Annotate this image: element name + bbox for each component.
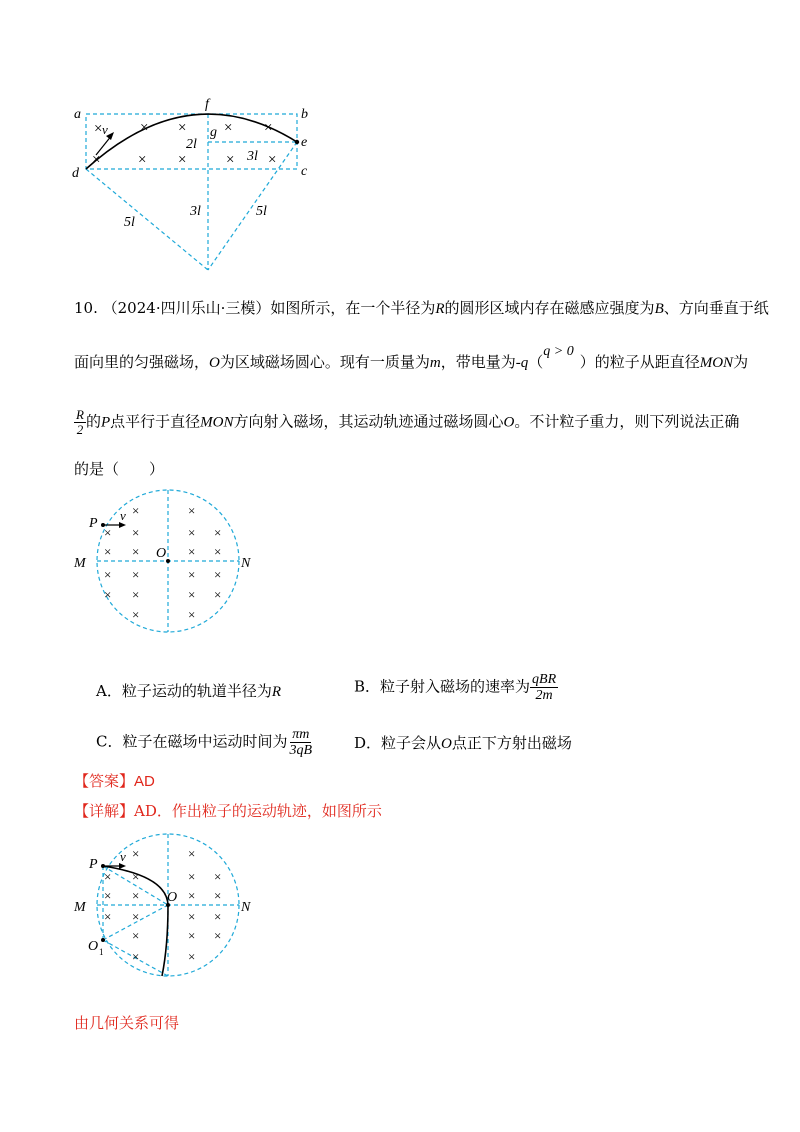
label-e: e	[301, 135, 308, 150]
label-O1-subscript: 1	[99, 947, 104, 957]
svg-text:×: ×	[104, 888, 112, 903]
svg-text:×: ×	[104, 525, 112, 540]
dim-3l-horizontal: 3l	[247, 149, 258, 164]
point-e	[295, 140, 299, 144]
label-O1: O	[88, 939, 99, 954]
svg-text:×: ×	[214, 544, 222, 559]
option-C-text: C．粒子在磁场中运动时间为	[96, 732, 288, 751]
var-MON: MON	[699, 355, 734, 371]
label-O: O	[167, 890, 178, 905]
question-number: 10.	[74, 299, 98, 317]
svg-text:×: ×	[104, 567, 112, 582]
label-P: P	[89, 857, 98, 872]
svg-text:×: ×	[214, 587, 222, 602]
svg-text:×: ×	[178, 120, 187, 136]
question-line-2	[74, 344, 749, 374]
svg-text:×: ×	[214, 869, 222, 884]
label-M: M	[74, 900, 86, 915]
svg-text:×: ×	[188, 607, 196, 622]
text: 方向射入磁场，其运动轨迹通过磁场圆心	[233, 412, 504, 431]
text: ，带电量为	[440, 353, 516, 371]
detail-label: 【详解】	[74, 802, 135, 820]
label-M: M	[74, 556, 86, 571]
var-B: B	[654, 301, 664, 317]
label-O: O	[156, 546, 167, 561]
svg-text:×: ×	[132, 846, 140, 861]
answer-line	[74, 771, 155, 792]
svg-text:×: ×	[104, 587, 112, 602]
svg-text:×: ×	[188, 567, 196, 582]
svg-text:×: ×	[94, 121, 103, 137]
svg-text:×: ×	[188, 928, 196, 943]
option-D	[354, 733, 572, 754]
point-O1	[101, 938, 105, 942]
svg-text:×: ×	[188, 909, 196, 924]
var-O: O	[441, 736, 452, 752]
question-line-4: 的是（ ）	[74, 460, 165, 478]
svg-text:×: ×	[104, 869, 112, 884]
svg-text:×: ×	[214, 525, 222, 540]
dim-3l-vertical: 3l	[190, 204, 201, 219]
text: 。不计粒子重力，则下列说法正确	[514, 412, 740, 431]
figure-circle-field	[70, 482, 270, 642]
option-D-text: D．粒子会从	[354, 734, 442, 752]
label-v: v	[120, 508, 126, 523]
text: 点平行于直径	[110, 412, 201, 431]
svg-text:×: ×	[132, 909, 140, 924]
condition-q-positive: q > 0	[543, 344, 574, 359]
svg-text:×: ×	[178, 152, 187, 168]
var-R: R	[271, 684, 282, 700]
svg-text:×: ×	[214, 928, 222, 943]
option-B	[354, 672, 558, 703]
option-D-text-rest: 点正下方射出磁场	[451, 734, 572, 752]
svg-text:×: ×	[188, 888, 196, 903]
svg-text:×: ×	[104, 909, 112, 924]
detail-line	[74, 801, 382, 821]
option-A-text: A．粒子运动的轨道半径为	[96, 682, 272, 700]
question-source: （2024·四川乐山·三模）	[102, 299, 271, 317]
label-f: f	[205, 97, 209, 112]
option-A	[96, 681, 281, 702]
label-v: v	[120, 849, 126, 864]
var-R: R	[435, 301, 445, 317]
question-line-1	[74, 298, 769, 319]
figure-rectangle-trajectory	[60, 90, 330, 280]
paren: （	[528, 353, 544, 371]
label-c: c	[301, 164, 308, 179]
label-N: N	[241, 556, 251, 571]
dim-5l-right: 5l	[256, 204, 267, 219]
text: 面向里的匀强磁场，	[74, 353, 210, 371]
svg-text:×: ×	[132, 949, 140, 964]
fraction-R-over-2: $\frac{R}{2}$	[76, 407, 84, 437]
text: 为	[733, 353, 749, 371]
dim-2l: 2l	[186, 137, 197, 152]
paren: ）	[579, 353, 595, 371]
text: 的粒子从距直径	[594, 353, 700, 371]
point-P	[101, 864, 105, 868]
svg-text:×: ×	[188, 525, 196, 540]
label-N: N	[241, 900, 251, 915]
text: 、方向垂直于纸	[663, 299, 769, 317]
var-m: m	[429, 355, 441, 371]
label-P: P	[89, 516, 98, 531]
svg-text:×: ×	[132, 888, 140, 903]
svg-text:×: ×	[226, 152, 235, 168]
svg-text:×: ×	[132, 587, 140, 602]
question-line-3	[74, 408, 739, 437]
var-neg-q: -q	[515, 355, 529, 371]
text: 的圆形区域内存在磁感应强度为	[444, 299, 655, 317]
svg-text:×: ×	[132, 928, 140, 943]
svg-text:×: ×	[132, 544, 140, 559]
var-O: O	[503, 414, 515, 431]
option-C	[96, 727, 314, 758]
fraction-qBR-over-2m: $\frac{\text{qBR}}{2m}$	[532, 672, 557, 703]
svg-text:×: ×	[188, 587, 196, 602]
dim-5l-left: 5l	[124, 215, 135, 230]
text: 如图所示，在一个半径为	[270, 299, 436, 317]
option-B-text: B．粒子射入磁场的速率为	[354, 677, 531, 696]
svg-text:×: ×	[268, 152, 277, 168]
var-O: O	[209, 355, 220, 371]
svg-text:×: ×	[92, 152, 101, 168]
label-v: v	[102, 122, 108, 137]
var-P: P	[100, 414, 111, 431]
geometry-note: 由几何关系可得	[74, 1014, 180, 1032]
svg-text:×: ×	[188, 846, 196, 861]
label-d: d	[72, 166, 79, 181]
label-b: b	[301, 107, 308, 122]
svg-text:×: ×	[132, 607, 140, 622]
answer-label: 【答案】	[74, 772, 135, 790]
svg-text:×: ×	[188, 503, 196, 518]
answer-value: AD	[134, 773, 155, 790]
svg-text:×: ×	[214, 567, 222, 582]
svg-text:×: ×	[188, 949, 196, 964]
svg-text:×: ×	[214, 888, 222, 903]
detail-text: AD．作出粒子的运动轨迹，如图所示	[134, 802, 382, 820]
fraction-pim-over-3qB: $\frac{\pi m}{3qB}$	[289, 727, 313, 758]
d-bottom-line	[86, 169, 208, 270]
svg-text:×: ×	[104, 544, 112, 559]
svg-text:×: ×	[264, 120, 273, 136]
var-MON: MON	[200, 414, 234, 431]
label-g: g	[210, 125, 217, 140]
text: 的	[85, 412, 101, 431]
svg-text:×: ×	[138, 152, 147, 168]
svg-text:×: ×	[132, 567, 140, 582]
figure-circle-trajectory	[70, 826, 270, 986]
svg-text:×: ×	[140, 120, 149, 136]
text: 为区域磁场圆心。现有一质量为	[219, 353, 430, 371]
svg-text:×: ×	[214, 909, 222, 924]
label-a: a	[74, 107, 81, 122]
svg-text:×: ×	[188, 544, 196, 559]
svg-text:×: ×	[224, 120, 233, 136]
svg-text:×: ×	[132, 525, 140, 540]
point-O	[166, 559, 170, 563]
svg-text:×: ×	[132, 869, 140, 884]
svg-text:×: ×	[132, 503, 140, 518]
svg-text:×: ×	[188, 869, 196, 884]
